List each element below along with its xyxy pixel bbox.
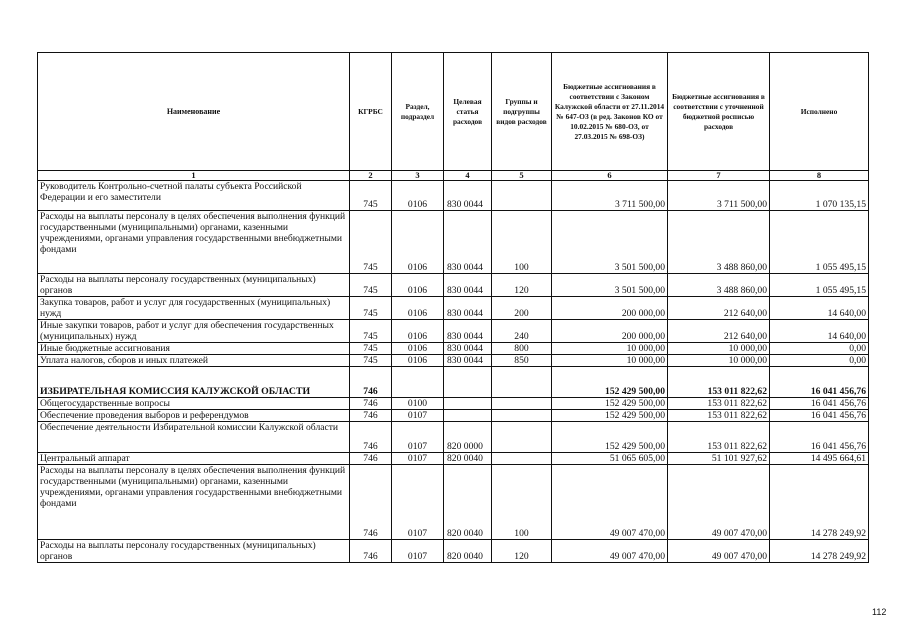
row-kgrbs: 746 <box>350 453 392 465</box>
column-number-row <box>38 171 869 181</box>
row-section: 0106 <box>392 211 444 274</box>
row-target-article <box>444 398 492 410</box>
column-number: 2 <box>350 171 392 181</box>
table-body <box>38 181 869 563</box>
table-row <box>38 274 869 297</box>
row-kgrbs: 746 <box>350 465 392 540</box>
row-budget-list: 153 011 822,62 <box>668 422 770 453</box>
row-expense-group: 200 <box>492 297 552 320</box>
row-budget-law: 10 000,00 <box>552 343 668 355</box>
row-budget-list: 153 011 822,62 <box>668 410 770 422</box>
row-budget-law: 49 007 470,00 <box>552 540 668 563</box>
row-section: 0106 <box>392 320 444 343</box>
row-expense-group: 120 <box>492 540 552 563</box>
row-target-article: 820 0040 <box>444 465 492 540</box>
row-expense-group <box>492 453 552 465</box>
row-kgrbs: 746 <box>350 398 392 410</box>
row-budget-law: 152 429 500,00 <box>552 410 668 422</box>
row-budget-list: 49 007 470,00 <box>668 465 770 540</box>
row-name: Руководитель Контрольно-счетной палаты субъекта Российской Федерации и его заместители <box>38 181 350 211</box>
row-budget-law: 152 429 500,00 <box>552 398 668 410</box>
row-expense-group <box>492 422 552 453</box>
row-budget-list: 153 011 822,62 <box>668 367 770 398</box>
row-name: Расходы на выплаты персоналу государственных (муниципальных) органов <box>38 274 350 297</box>
table-row <box>38 410 869 422</box>
table-row <box>38 343 869 355</box>
row-budget-list: 153 011 822,62 <box>668 398 770 410</box>
row-section: 0100 <box>392 398 444 410</box>
row-kgrbs: 745 <box>350 320 392 343</box>
row-name: Обеспечение проведения выборов и референдумов <box>38 410 350 422</box>
row-target-article: 820 0040 <box>444 453 492 465</box>
table-row <box>38 453 869 465</box>
row-section: 0107 <box>392 422 444 453</box>
row-executed: 14 640,00 <box>770 320 869 343</box>
row-budget-law: 3 711 500,00 <box>552 181 668 211</box>
row-executed: 16 041 456,76 <box>770 367 869 398</box>
row-name: Общегосударственные вопросы <box>38 398 350 410</box>
row-expense-group <box>492 367 552 398</box>
row-name: Расходы на выплаты персоналу государственных (муниципальных) органов <box>38 540 350 563</box>
row-expense-group <box>492 181 552 211</box>
row-section: 0106 <box>392 343 444 355</box>
table-header-row <box>38 53 869 171</box>
table-row <box>38 540 869 563</box>
row-name: Уплата налогов, сборов и иных платежей <box>38 355 350 367</box>
table-row <box>38 465 869 540</box>
row-section: 0106 <box>392 355 444 367</box>
row-expense-group: 800 <box>492 343 552 355</box>
table-row <box>38 181 869 211</box>
row-target-article: 820 0000 <box>444 422 492 453</box>
column-number: 7 <box>668 171 770 181</box>
row-budget-law: 51 065 605,00 <box>552 453 668 465</box>
row-budget-list: 10 000,00 <box>668 355 770 367</box>
row-budget-list: 51 101 927,62 <box>668 453 770 465</box>
row-budget-law: 200 000,00 <box>552 320 668 343</box>
row-name: Расходы на выплаты персоналу в целях обеспечения выполнения функций государственными (муниципальными) органами, казенными учреждениями, органами управления государственными внебюджетными фондами <box>38 211 350 274</box>
row-section: 0107 <box>392 465 444 540</box>
row-section: 0107 <box>392 410 444 422</box>
row-kgrbs: 746 <box>350 540 392 563</box>
row-target-article: 830 0044 <box>444 181 492 211</box>
row-executed: 1 055 495,15 <box>770 211 869 274</box>
column-number: 1 <box>38 171 350 181</box>
row-target-article: 830 0044 <box>444 320 492 343</box>
row-name: Расходы на выплаты персоналу в целях обеспечения выполнения функций государственными (муниципальными) органами, казенными учреждениями, органами управления государственными внебюджетными фондами <box>38 465 350 540</box>
budget-execution-table <box>37 52 869 563</box>
row-executed: 14 278 249,92 <box>770 540 869 563</box>
row-name: Закупка товаров, работ и услуг для государственных (муниципальных) нужд <box>38 297 350 320</box>
row-budget-law: 152 429 500,00 <box>552 422 668 453</box>
row-expense-group: 240 <box>492 320 552 343</box>
row-section <box>392 367 444 398</box>
row-target-article: 830 0044 <box>444 274 492 297</box>
row-executed: 0,00 <box>770 343 869 355</box>
row-budget-law: 3 501 500,00 <box>552 274 668 297</box>
row-expense-group <box>492 398 552 410</box>
row-expense-group: 850 <box>492 355 552 367</box>
row-executed: 16 041 456,76 <box>770 398 869 410</box>
row-expense-group: 100 <box>492 465 552 540</box>
row-name: ИЗБИРАТЕЛЬНАЯ КОМИССИЯ КАЛУЖСКОЙ ОБЛАСТИ <box>38 367 350 398</box>
row-kgrbs: 746 <box>350 422 392 453</box>
row-target-article <box>444 367 492 398</box>
row-executed: 14 278 249,92 <box>770 465 869 540</box>
row-budget-law: 3 501 500,00 <box>552 211 668 274</box>
table-row <box>38 398 869 410</box>
row-executed: 16 041 456,76 <box>770 422 869 453</box>
row-executed: 16 041 456,76 <box>770 410 869 422</box>
row-kgrbs: 746 <box>350 367 392 398</box>
table-row <box>38 320 869 343</box>
row-kgrbs: 745 <box>350 181 392 211</box>
column-number: 4 <box>444 171 492 181</box>
row-executed: 14 640,00 <box>770 297 869 320</box>
row-section: 0106 <box>392 274 444 297</box>
header-executed: Исполнено <box>770 53 869 171</box>
header-name: Наименование <box>38 53 350 171</box>
row-kgrbs: 745 <box>350 343 392 355</box>
row-kgrbs: 745 <box>350 297 392 320</box>
row-target-article: 820 0040 <box>444 540 492 563</box>
header-section: Раздел, подраздел <box>392 53 444 171</box>
row-budget-law: 10 000,00 <box>552 355 668 367</box>
row-budget-list: 212 640,00 <box>668 297 770 320</box>
row-expense-group <box>492 410 552 422</box>
row-section: 0106 <box>392 181 444 211</box>
row-name: Центральный аппарат <box>38 453 350 465</box>
column-number: 3 <box>392 171 444 181</box>
row-budget-list: 3 488 860,00 <box>668 211 770 274</box>
row-kgrbs: 746 <box>350 410 392 422</box>
row-section: 0107 <box>392 540 444 563</box>
row-target-article: 830 0044 <box>444 297 492 320</box>
row-name: Иные бюджетные ассигнования <box>38 343 350 355</box>
row-section: 0106 <box>392 297 444 320</box>
row-budget-law: 49 007 470,00 <box>552 465 668 540</box>
row-budget-list: 10 000,00 <box>668 343 770 355</box>
header-target-article: Целевая статья расходов <box>444 53 492 171</box>
column-number: 8 <box>770 171 869 181</box>
row-budget-law: 152 429 500,00 <box>552 367 668 398</box>
row-expense-group: 120 <box>492 274 552 297</box>
row-target-article: 830 0044 <box>444 343 492 355</box>
row-target-article: 830 0044 <box>444 211 492 274</box>
column-number: 5 <box>492 171 552 181</box>
row-kgrbs: 745 <box>350 355 392 367</box>
row-executed: 14 495 664,61 <box>770 453 869 465</box>
row-section: 0107 <box>392 453 444 465</box>
row-executed: 1 055 495,15 <box>770 274 869 297</box>
table-row <box>38 355 869 367</box>
row-target-article: 830 0044 <box>444 355 492 367</box>
row-name: Иные закупки товаров, работ и услуг для обеспечения государственных (муниципальных) нужд <box>38 320 350 343</box>
row-target-article <box>444 410 492 422</box>
table-row <box>38 297 869 320</box>
row-kgrbs: 745 <box>350 211 392 274</box>
row-executed: 0,00 <box>770 355 869 367</box>
row-budget-list: 3 711 500,00 <box>668 181 770 211</box>
row-name: Обеспечение деятельности Избирательной комиссии Калужской области <box>38 422 350 453</box>
row-budget-list: 3 488 860,00 <box>668 274 770 297</box>
row-budget-law: 200 000,00 <box>552 297 668 320</box>
row-expense-group: 100 <box>492 211 552 274</box>
header-expense-group: Группы и подгруппы видов расходов <box>492 53 552 171</box>
table-row <box>38 211 869 274</box>
row-budget-list: 212 640,00 <box>668 320 770 343</box>
column-number: 6 <box>552 171 668 181</box>
header-budget-list: Бюджетные ассигнования в соответствии с уточненной бюджетной росписью расходов <box>668 53 770 171</box>
header-kgrbs: КГРБС <box>350 53 392 171</box>
page-number: 112 <box>872 607 887 617</box>
table-row <box>38 367 869 398</box>
header-budget-law: Бюджетные ассигнования в соответствии с Законом Калужской области от 27.11.2014 № 647-ОЗ (в ред. Законов КО от 10.02.2015 № 680-ОЗ, от 27.03.2015 № 698-ОЗ) <box>552 53 668 171</box>
row-kgrbs: 745 <box>350 274 392 297</box>
row-executed: 1 070 135,15 <box>770 181 869 211</box>
row-budget-list: 49 007 470,00 <box>668 540 770 563</box>
table-row <box>38 422 869 453</box>
